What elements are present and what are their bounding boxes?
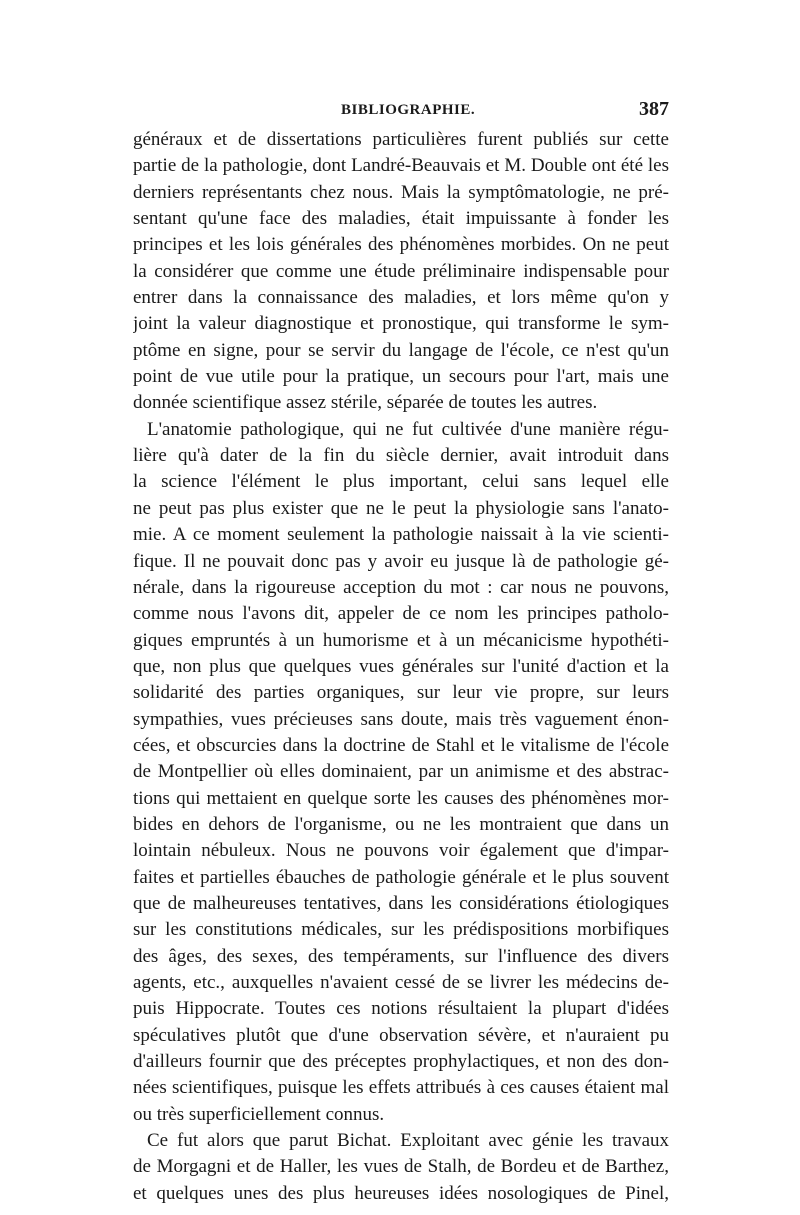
text-line: sentant qu'une face des maladies, était impuissante à fonder les: [133, 208, 669, 230]
text-line: de Montpellier où elles dominaient, par un animisme et des abstrac-: [133, 761, 669, 783]
running-title: BIBLIOGRAPHIE.: [341, 102, 476, 118]
text-line: nérale, dans la rigoureuse acception du mot : car nous ne pouvons,: [133, 576, 669, 598]
text-line: derniers représentants chez nous. Mais la symptômatologie, ne pré-: [133, 181, 669, 203]
text-line: fique. Il ne pouvait donc pas y avoir eu jusque là de pathologie gé-: [133, 550, 669, 572]
text-line: L'anatomie pathologique, qui ne fut cultivée d'une manière régu-: [147, 418, 669, 440]
text-line: ou très superficiellement connus.: [133, 1103, 385, 1125]
text-line: lointain nébuleux. Nous ne pouvons voir également que d'impar-: [133, 840, 669, 862]
text-line: mie. A ce moment seulement la pathologie naissait à la vie scienti-: [133, 524, 669, 546]
text-line: de Morgagni et de Haller, les vues de Stalh, de Bordeu et de Barthez,: [133, 1156, 669, 1178]
text-line: généraux et de dissertations particulières furent publiés sur cette: [133, 129, 669, 150]
text-line: solidarité des parties organiques, sur leur vie propre, sur leurs: [133, 682, 669, 704]
text-line: point de vue utile pour la pratique, un secours pour l'art, mais une: [133, 366, 669, 388]
text-line: cées, et obscurcies dans la doctrine de Stahl et le vitalisme de l'école: [133, 734, 669, 756]
text-line: que de malheureuses tentatives, dans les considérations étiologiques: [133, 892, 669, 914]
text-line: d'ailleurs fournir que des préceptes prophylactiques, et non des don-: [133, 1051, 669, 1073]
text-line: spéculatives plutôt que d'une observation sévère, et n'auraient pu: [133, 1024, 669, 1046]
text-line: sur les constitutions médicales, sur les prédispositions morbifiques: [133, 919, 669, 941]
text-line: comme nous l'avons dit, appeler de ce nom les principes patholo-: [133, 603, 669, 625]
text-line: nées scientifiques, puisque les effets attribués à ces causes étaient mal: [133, 1077, 669, 1099]
text-line: et quelques unes des plus heureuses idées nosologiques de Pinel,: [133, 1182, 669, 1204]
body-text: [133, 127, 669, 1207]
text-line: des âges, des sexes, des tempéraments, sur l'influence des divers: [133, 945, 669, 967]
text-line: faites et partielles ébauches de pathologie générale et le plus souvent: [133, 866, 669, 888]
text-line: donnée scientifique assez stérile, séparée de toutes les autres.: [133, 392, 598, 414]
text-line: bides en dehors de l'organisme, ou ne les montraient que dans un: [133, 813, 669, 835]
text-line: ptôme en signe, pour se servir du langage de l'école, ce n'est qu'un: [133, 339, 669, 361]
text-line: puis Hippocrate. Toutes ces notions résultaient la plupart d'idées: [133, 998, 669, 1020]
text-line: joint la valeur diagnostique et pronostique, qui transforme le sym-: [133, 313, 669, 335]
text-line: agents, etc., auxquelles n'avaient cessé de se livrer les médecins de-: [133, 972, 669, 993]
text-line: entrer dans la connaissance des maladies, et lors même qu'on y: [133, 287, 669, 309]
text-line: ne peut pas plus exister que ne le peut la physiologie sans l'anato-: [133, 497, 669, 519]
text-line: Ce fut alors que parut Bichat. Exploitant avec génie les travaux: [147, 1130, 669, 1152]
text-line: partie de la pathologie, dont Landré-Beauvais et M. Double ont été les: [133, 155, 669, 177]
text-line: sympathies, vues précieuses sans doute, mais très vaguement énon-: [133, 708, 669, 730]
text-line: tions qui mettaient en quelque sorte les causes des phénomènes mor-: [133, 787, 669, 809]
text-line: giques empruntés à un humorisme et à un mécanicisme hypothéti-: [133, 629, 669, 651]
text-line: lière qu'à dater de la fin du siècle dernier, avait introduit dans: [133, 445, 669, 467]
running-head: [133, 98, 669, 124]
text-line: principes et les lois générales des phénomènes morbides. On ne peut: [133, 234, 669, 256]
text-line: la science l'élément le plus important, celui sans lequel elle: [133, 471, 669, 493]
text-line: que, non plus que quelques vues générales sur l'unité d'action et la: [133, 655, 669, 677]
page-number: 387: [639, 98, 669, 120]
text-line: la considérer que comme une étude préliminaire indispensable pour: [133, 260, 669, 282]
